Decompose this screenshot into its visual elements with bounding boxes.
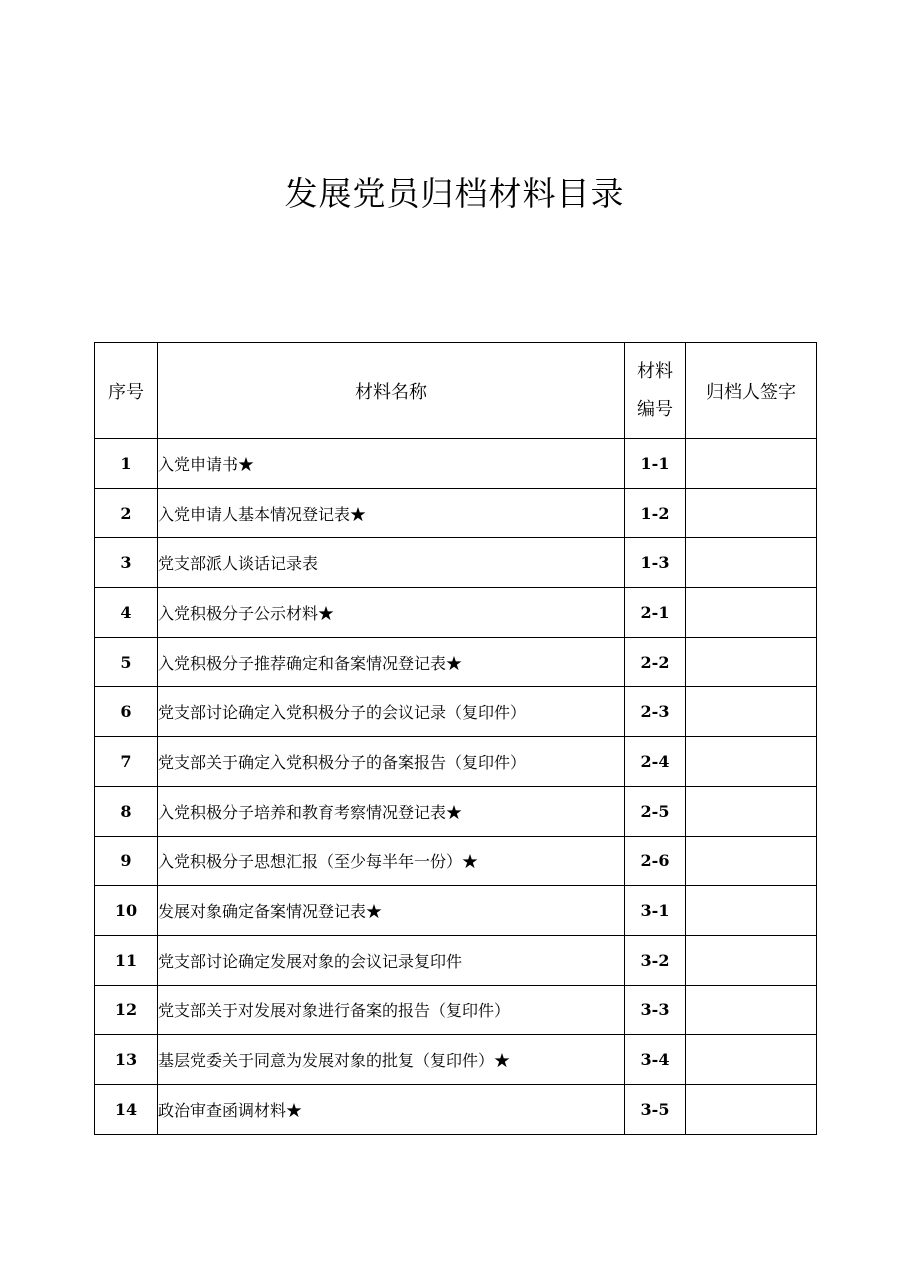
table-row (95, 786, 817, 836)
row-no: 11 (95, 935, 158, 985)
row-code: 2-2 (625, 637, 686, 687)
row-no: 14 (95, 1084, 158, 1134)
table-row (95, 886, 817, 936)
row-code: 3-4 (625, 1035, 686, 1085)
header-sign: 归档人签字 (686, 343, 817, 439)
row-name: 党支部讨论确定发展对象的会议记录复印件 (158, 935, 625, 985)
row-sign-cell[interactable] (686, 687, 817, 737)
row-no: 13 (95, 1035, 158, 1085)
row-name: 入党申请人基本情况登记表★ (158, 488, 625, 538)
table-body (95, 439, 817, 1135)
row-name: 基层党委关于同意为发展对象的批复（复印件）★ (158, 1035, 625, 1085)
table-row (95, 836, 817, 886)
row-no: 3 (95, 538, 158, 588)
row-code: 1-1 (625, 439, 686, 489)
row-sign-cell[interactable] (686, 985, 817, 1035)
row-code: 2-6 (625, 836, 686, 886)
table-header-row (95, 343, 817, 439)
row-name: 入党申请书★ (158, 439, 625, 489)
header-name: 材料名称 (158, 343, 625, 439)
row-name: 党支部关于对发展对象进行备案的报告（复印件） (158, 985, 625, 1035)
row-no: 8 (95, 786, 158, 836)
row-sign-cell[interactable] (686, 439, 817, 489)
row-name: 入党积极分子培养和教育考察情况登记表★ (158, 786, 625, 836)
row-sign-cell[interactable] (686, 588, 817, 638)
row-sign-cell[interactable] (686, 886, 817, 936)
row-name: 发展对象确定备案情况登记表★ (158, 886, 625, 936)
table-row (95, 488, 817, 538)
row-sign-cell[interactable] (686, 786, 817, 836)
header-no: 序号 (95, 343, 158, 439)
row-no: 2 (95, 488, 158, 538)
row-name: 入党积极分子公示材料★ (158, 588, 625, 638)
table-row (95, 1035, 817, 1085)
row-no: 7 (95, 737, 158, 787)
table-row (95, 737, 817, 787)
table-row (95, 687, 817, 737)
table-row (95, 935, 817, 985)
table-row (95, 588, 817, 638)
row-sign-cell[interactable] (686, 935, 817, 985)
row-sign-cell[interactable] (686, 637, 817, 687)
table-row (95, 985, 817, 1035)
header-code (625, 343, 686, 439)
row-no: 5 (95, 637, 158, 687)
row-code: 2-3 (625, 687, 686, 737)
row-no: 4 (95, 588, 158, 638)
table-row (95, 1084, 817, 1134)
row-no: 12 (95, 985, 158, 1035)
table-row (95, 637, 817, 687)
row-name: 政治审查函调材料★ (158, 1084, 625, 1134)
row-no: 10 (95, 886, 158, 936)
row-sign-cell[interactable] (686, 1084, 817, 1134)
table-row (95, 439, 817, 489)
row-sign-cell[interactable] (686, 488, 817, 538)
table-row (95, 538, 817, 588)
row-no: 9 (95, 836, 158, 886)
row-no: 6 (95, 687, 158, 737)
row-sign-cell[interactable] (686, 538, 817, 588)
row-no: 1 (95, 439, 158, 489)
materials-table (94, 342, 817, 1135)
row-code: 1-3 (625, 538, 686, 588)
row-code: 3-5 (625, 1084, 686, 1134)
header-code-label: 材料编号 (637, 360, 673, 420)
row-name: 入党积极分子推荐确定和备案情况登记表★ (158, 637, 625, 687)
row-code: 2-5 (625, 786, 686, 836)
row-sign-cell[interactable] (686, 737, 817, 787)
row-name: 党支部派人谈话记录表 (158, 538, 625, 588)
row-name: 入党积极分子思想汇报（至少每半年一份）★ (158, 836, 625, 886)
row-code: 2-1 (625, 588, 686, 638)
row-code: 3-3 (625, 985, 686, 1035)
row-sign-cell[interactable] (686, 1035, 817, 1085)
row-code: 3-2 (625, 935, 686, 985)
row-code: 3-1 (625, 886, 686, 936)
row-code: 2-4 (625, 737, 686, 787)
row-code: 1-2 (625, 488, 686, 538)
page-title: 发展党员归档材料目录 (284, 174, 625, 213)
row-name: 党支部关于确定入党积极分子的备案报告（复印件） (158, 737, 625, 787)
row-name: 党支部讨论确定入党积极分子的会议记录（复印件） (158, 687, 625, 737)
row-sign-cell[interactable] (686, 836, 817, 886)
